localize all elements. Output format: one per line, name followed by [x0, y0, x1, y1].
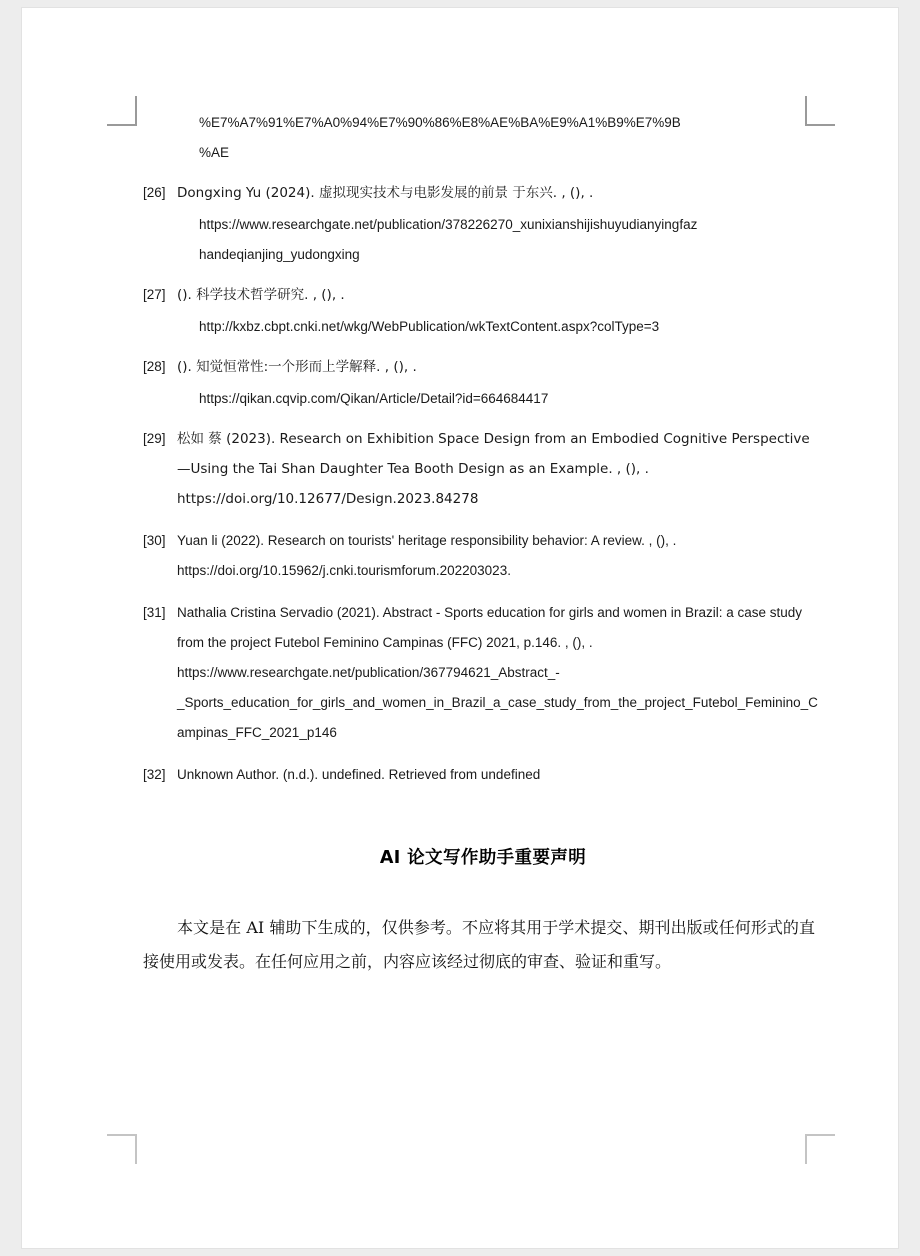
spacer — [143, 168, 823, 178]
margin-mark-horizontal-rule — [107, 124, 137, 126]
margin-mark-vertical-rule — [135, 1134, 137, 1164]
reference-text: 松如 蔡 (2023). Research on Exhibition Space Design from an Embodied Cognitive Perspective—Using the Tai Shan Daughter Tea Booth Design as an Example. , (), . https://doi.org/10.12677/Design.2023.84278 — [177, 431, 810, 507]
disclaimer-body: 本文是在 AI 辅助下生成的，仅供参考。不应将其用于学术提交、期刊出版或任何形式的直接使用或发表。在任何应用之前，内容应该经过彻底的审查、验证和重写。 — [143, 918, 815, 971]
overflow-url-line-1: %E7%A7%91%E7%A0%94%E7%90%86%E8%AE%BA%E9%A1%B9%E7%9B — [199, 115, 681, 130]
spacer — [143, 588, 823, 598]
margin-mark-vertical-rule — [805, 1134, 807, 1164]
spacer — [143, 516, 823, 526]
reference-text: (). 科学技术哲学研究. , (), . — [177, 287, 345, 303]
reference-entry — [143, 280, 823, 312]
disclaimer-heading: AI 论文写作助手重要声明 — [379, 848, 587, 868]
reference-number: [26] — [143, 185, 166, 200]
reference-number: [27] — [143, 287, 166, 302]
spacer — [143, 342, 823, 352]
reference-number: [29] — [143, 431, 166, 446]
margin-mark-horizontal-rule — [805, 1134, 835, 1136]
reference-number: [30] — [143, 533, 166, 548]
reference-text: Yuan li (2022). Research on tourists' heritage responsibility behavior: A review. , (), . https://doi.org/10.15962/j.cnki.tourismforum.202203023. — [177, 533, 677, 578]
margin-mark-top-left — [107, 96, 137, 126]
margin-mark-bottom-right — [805, 1134, 835, 1164]
document-page-sheet — [22, 8, 898, 1248]
reference-entry — [143, 352, 823, 384]
reference-entry — [143, 598, 823, 750]
spacer — [143, 414, 823, 424]
reference-url-line: https://www.researchgate.net/publication/378226270_xunixianshijishuyudianyingfaz — [199, 217, 698, 232]
margin-mark-horizontal-rule — [107, 1134, 137, 1136]
margin-mark-vertical-rule — [135, 96, 137, 126]
reference-url-line: handeqianjing_yudongxing — [199, 247, 360, 262]
reference-entry — [143, 178, 823, 210]
reference-text: Unknown Author. (n.d.). undefined. Retrieved from undefined — [177, 767, 541, 782]
reference-entry — [143, 424, 823, 516]
reference-number: [28] — [143, 359, 166, 374]
reference-url-line: https://qikan.cqvip.com/Qikan/Article/Detail?id=664684417 — [199, 391, 549, 406]
margin-mark-bottom-left — [107, 1134, 137, 1164]
reference-entry — [143, 526, 823, 588]
reference-entry — [143, 760, 823, 792]
document-text-body — [143, 108, 823, 979]
spacer — [143, 270, 823, 280]
reference-text: Nathalia Cristina Servadio (2021). Abstract - Sports education for girls and women in Brazil: a case study from the project Futebol Feminino Campinas (FFC) 2021, p.146. , (), . https://www.researchgate.net/publication/367794621_Abstract_-_Sports_education_for_girls_and_women_in_Brazil_a_case_study_from_the_project_Futebol_Feminino_Campinas_FFC_2021_p146 — [177, 605, 818, 740]
spacer — [143, 750, 823, 760]
reference-text: (). 知觉恒常性:一个形而上学解释. , (), . — [177, 359, 417, 375]
reference-text: Dongxing Yu (2024). 虚拟现实技术与电影发展的前景 于东兴. , (), . — [177, 185, 594, 201]
reference-number: [32] — [143, 767, 166, 782]
reference-number: [31] — [143, 605, 166, 620]
reference-url-line: http://kxbz.cbpt.cnki.net/wkg/WebPublication/wkTextContent.aspx?colType=3 — [199, 319, 660, 334]
overflow-url-line-2: %AE — [199, 145, 230, 160]
